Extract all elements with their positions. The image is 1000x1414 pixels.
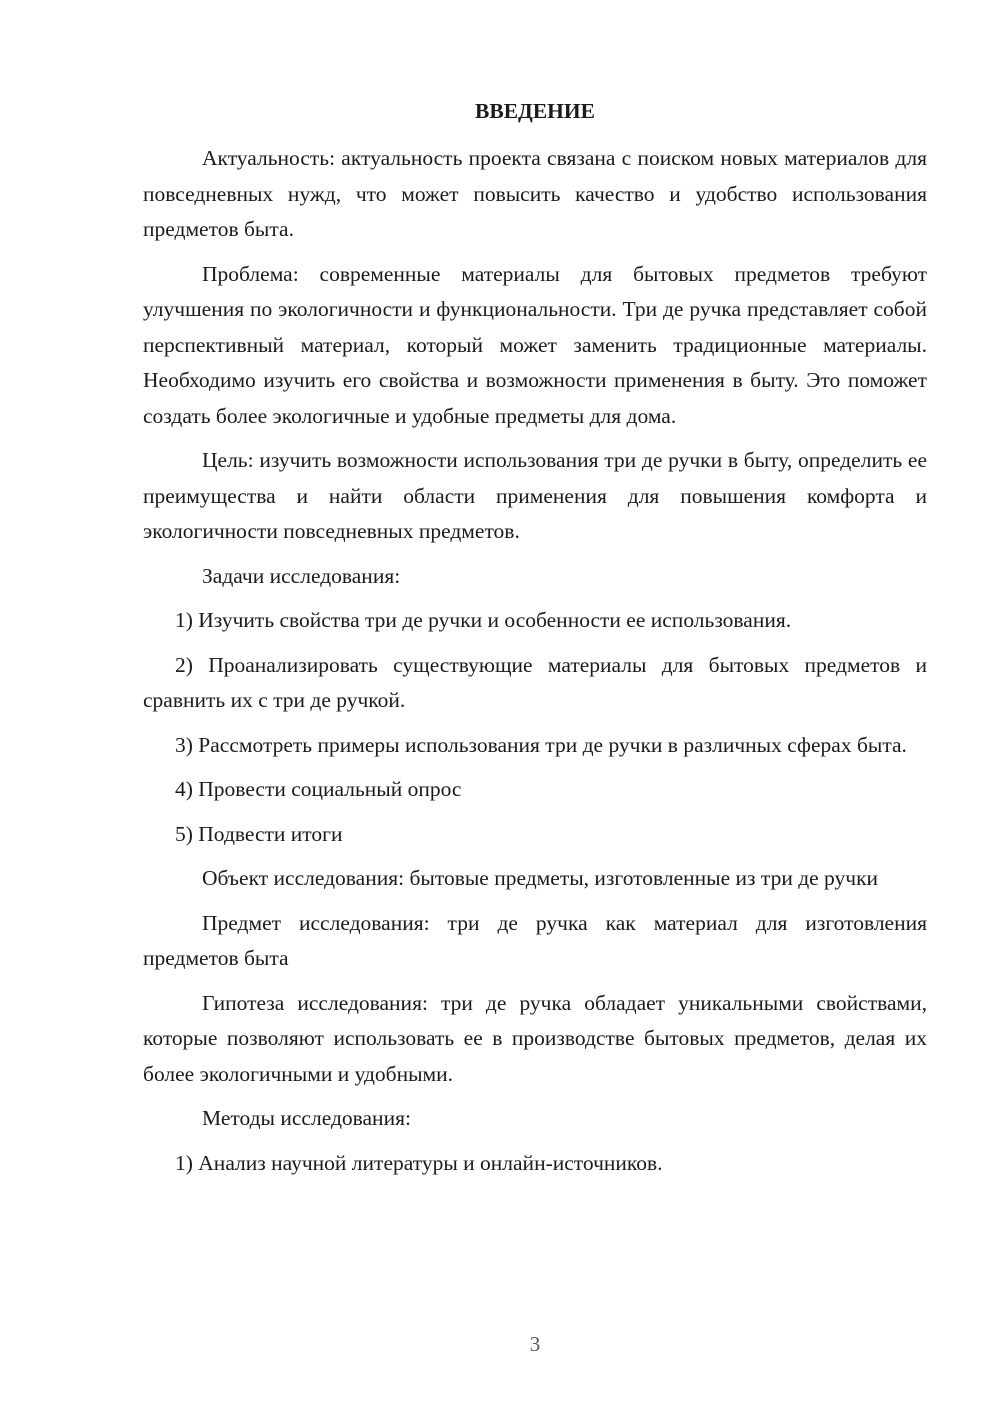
task-item-5: 5) Подвести итоги	[175, 821, 343, 846]
method-item-1: 1) Анализ научной литературы и онлайн-источников.	[175, 1150, 663, 1175]
paragraph-problem: Проблема: современные материалы для бытовых предметов требуют улучшения по экологичности и функциональности. Три де ручка представляет собой перспективный материал, который может заменить традиционные материалы. Необходимо изучить его свойства и возможности применения в быту. Это поможет создать более экологичные и удобные предметы для дома.	[143, 261, 927, 428]
page-content	[143, 94, 927, 1190]
task-item-4: 4) Провести социальный опрос	[175, 777, 462, 801]
task-item-2: 2) Проанализировать существующие материалы для бытовых предметов и сравнить их с три де ручкой.	[143, 652, 927, 712]
paragraph-object: Объект исследования: бытовые предметы, изготовленные из три де ручки	[202, 866, 879, 890]
paragraph-hypothesis: Гипотеза исследования: три де ручка обладает уникальными свойствами, которые позволяют использовать ее в производстве бытовых предметов, делая их более экологичными и удобными.	[143, 990, 927, 1086]
page-number: 3	[529, 1332, 541, 1356]
paragraph-goal: Цель: изучить возможности использования три де ручки в быту, определить ее преимущества и найти области применения для повышения комфорта и экологичности повседневных предметов.	[143, 448, 927, 543]
paragraph-subject: Предмет исследования: три де ручка как материал для изготовления предметов быта	[143, 910, 927, 970]
paragraph-relevance: Актуальность: актуальность проекта связана с поиском новых материалов для повседневных нужд, что может повысить качество и удобство использования предметов быта.	[143, 146, 927, 241]
section-title: ВВЕДЕНИЕ	[475, 99, 595, 123]
task-item-3: 3) Рассмотреть примеры использования три де ручки в различных сферах быта.	[175, 732, 907, 757]
paragraph-methods-heading: Методы исследования:	[202, 1106, 411, 1130]
task-item-1: 1) Изучить свойства три де ручки и особенности ее использования.	[175, 608, 792, 632]
paragraph-tasks-heading: Задачи исследования:	[202, 563, 401, 588]
